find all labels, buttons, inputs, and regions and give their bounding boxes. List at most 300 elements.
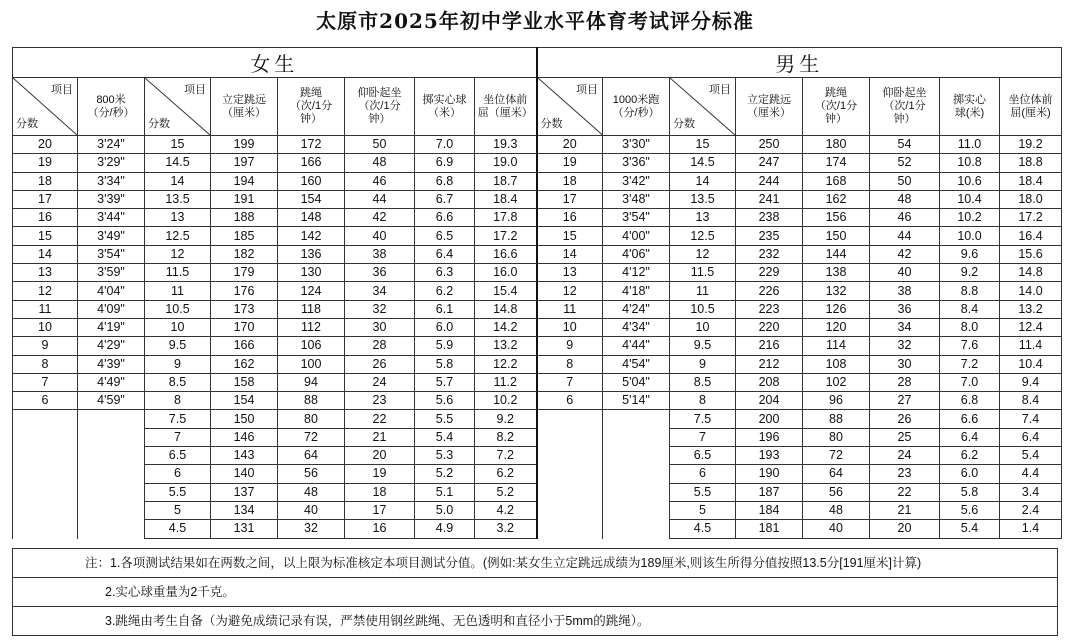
empty-cell <box>603 465 670 483</box>
female-situp-cell: 23 <box>345 392 415 410</box>
male-shot-ball-cell: 7.2 <box>940 355 1000 373</box>
female-long-jump-cell: 140 <box>211 465 278 483</box>
male-sit-reach-header: 坐位体前 屈(厘米) <box>1000 78 1062 136</box>
male-long-jump-cell: 181 <box>736 520 803 538</box>
male-sit-reach-cell: 4.4 <box>1000 465 1062 483</box>
female-rope-skip-cell: 118 <box>278 300 345 318</box>
male-sit-reach-cell: 19.2 <box>1000 136 1062 154</box>
male-situp-cell: 28 <box>870 373 940 391</box>
male-shot-ball-cell: 6.0 <box>940 465 1000 483</box>
female-long-jump-cell: 179 <box>211 264 278 282</box>
female-long-jump-cell: 158 <box>211 373 278 391</box>
female-score-cell: 10 <box>145 318 211 336</box>
male-rope-skip-cell: 88 <box>803 410 870 428</box>
female-situp-cell: 34 <box>345 282 415 300</box>
male-sit-reach-cell: 6.4 <box>1000 428 1062 446</box>
female-run-score-cell: 19 <box>13 154 78 172</box>
male-rope-skip-cell: 114 <box>803 337 870 355</box>
notes-block <box>12 548 1058 636</box>
male-shot-ball-cell: 10.4 <box>940 190 1000 208</box>
male-situp-cell: 25 <box>870 428 940 446</box>
female-shot-ball-cell: 6.1 <box>415 300 475 318</box>
male-long-jump-header: 立定跳远 （厘米） <box>736 78 803 136</box>
male-rope-skip-cell: 168 <box>803 172 870 190</box>
male-rope-skip-cell: 96 <box>803 392 870 410</box>
female-situp-cell: 16 <box>345 520 415 538</box>
male-rope-skip-cell: 156 <box>803 209 870 227</box>
female-rope-skip-cell: 166 <box>278 154 345 172</box>
male-run-time-cell: 4'12" <box>603 264 670 282</box>
male-sit-reach-cell: 18.0 <box>1000 190 1062 208</box>
female-score-cell: 11.5 <box>145 264 211 282</box>
male-shot-ball-cell: 9.6 <box>940 245 1000 263</box>
female-run-time-cell: 4'04" <box>78 282 145 300</box>
empty-cell <box>13 410 78 428</box>
male-sit-reach-cell: 12.4 <box>1000 318 1062 336</box>
male-shot-ball-cell: 10.8 <box>940 154 1000 172</box>
male-long-jump-cell: 184 <box>736 501 803 519</box>
male-run-score-cell: 16 <box>537 209 603 227</box>
male-shot-ball-cell: 11.0 <box>940 136 1000 154</box>
male-long-jump-cell: 226 <box>736 282 803 300</box>
female-situp-cell: 46 <box>345 172 415 190</box>
male-score-cell: 14 <box>670 172 736 190</box>
female-run-time-cell: 4'29" <box>78 337 145 355</box>
male-sit-reach-cell: 1.4 <box>1000 520 1062 538</box>
empty-cell <box>537 428 603 446</box>
male-sit-reach-cell: 10.4 <box>1000 355 1062 373</box>
female-sit-reach-cell: 17.2 <box>475 227 537 245</box>
female-run-score-cell: 16 <box>13 209 78 227</box>
table-row <box>13 501 1062 519</box>
female-shot-ball-cell: 6.7 <box>415 190 475 208</box>
female-situp-cell: 19 <box>345 465 415 483</box>
header-item-label: 项目 <box>576 84 598 96</box>
female-situp-cell: 30 <box>345 318 415 336</box>
empty-cell <box>78 447 145 465</box>
male-run-time-cell: 4'18" <box>603 282 670 300</box>
empty-cell <box>537 447 603 465</box>
female-rope-skip-cell: 142 <box>278 227 345 245</box>
male-situp-cell: 54 <box>870 136 940 154</box>
female-score-cell: 11 <box>145 282 211 300</box>
female-sit-reach-cell: 16.0 <box>475 264 537 282</box>
female-situp-cell: 26 <box>345 355 415 373</box>
male-run-score-cell: 13 <box>537 264 603 282</box>
female-sit-reach-cell: 8.2 <box>475 428 537 446</box>
male-run-score-cell: 15 <box>537 227 603 245</box>
female-long-jump-cell: 173 <box>211 300 278 318</box>
male-run-score-cell: 18 <box>537 172 603 190</box>
female-rope-skip-cell: 64 <box>278 447 345 465</box>
female-rope-skip-cell: 154 <box>278 190 345 208</box>
female-situp-cell: 17 <box>345 501 415 519</box>
header-item-label: 项目 <box>51 84 73 96</box>
male-shot-ball-cell: 8.0 <box>940 318 1000 336</box>
male-sit-reach-cell: 2.4 <box>1000 501 1062 519</box>
male-run-score-cell: 19 <box>537 154 603 172</box>
male-long-jump-cell: 196 <box>736 428 803 446</box>
female-long-jump-header: 立定跳远 （厘米） <box>211 78 278 136</box>
empty-cell <box>78 520 145 538</box>
female-long-jump-cell: 166 <box>211 337 278 355</box>
empty-cell <box>603 520 670 538</box>
female-situp-cell: 40 <box>345 227 415 245</box>
male-situp-cell: 21 <box>870 501 940 519</box>
male-situp-cell: 32 <box>870 337 940 355</box>
female-run-time-cell: 3'59" <box>78 264 145 282</box>
female-long-jump-cell: 170 <box>211 318 278 336</box>
female-sit-reach-cell: 19.3 <box>475 136 537 154</box>
male-long-jump-cell: 193 <box>736 447 803 465</box>
empty-cell <box>603 447 670 465</box>
male-run-time-cell: 3'30" <box>603 136 670 154</box>
empty-cell <box>78 410 145 428</box>
male-run-time-cell: 3'42" <box>603 172 670 190</box>
female-run-time-cell: 4'39" <box>78 355 145 373</box>
male-situp-cell: 22 <box>870 483 940 501</box>
female-run-time-cell: 4'09" <box>78 300 145 318</box>
male-score-cell: 13.5 <box>670 190 736 208</box>
female-score-cell: 14.5 <box>145 154 211 172</box>
male-score-cell: 10 <box>670 318 736 336</box>
female-situp-cell: 38 <box>345 245 415 263</box>
male-situp-cell: 44 <box>870 227 940 245</box>
female-long-jump-cell: 199 <box>211 136 278 154</box>
male-situp-cell: 27 <box>870 392 940 410</box>
male-rope-skip-cell: 72 <box>803 447 870 465</box>
male-run-time-cell: 4'24" <box>603 300 670 318</box>
female-rope-skip-cell: 40 <box>278 501 345 519</box>
male-shot-ball-cell: 7.6 <box>940 337 1000 355</box>
female-run-time-cell: 4'49" <box>78 373 145 391</box>
male-long-jump-cell: 238 <box>736 209 803 227</box>
male-long-jump-cell: 232 <box>736 245 803 263</box>
table-row <box>13 392 1062 410</box>
male-run-score-cell: 12 <box>537 282 603 300</box>
female-score-cell: 12 <box>145 245 211 263</box>
male-sit-reach-cell: 14.0 <box>1000 282 1062 300</box>
male-run-score-cell: 20 <box>537 136 603 154</box>
male-run-time-cell: 5'14" <box>603 392 670 410</box>
female-rope-skip-cell: 160 <box>278 172 345 190</box>
male-sit-reach-cell: 14.8 <box>1000 264 1062 282</box>
female-sit-reach-cell: 18.7 <box>475 172 537 190</box>
male-situp-cell: 50 <box>870 172 940 190</box>
female-situp-cell: 44 <box>345 190 415 208</box>
female-score-cell: 7 <box>145 428 211 446</box>
male-rope-skip-cell: 144 <box>803 245 870 263</box>
male-sit-reach-cell: 18.4 <box>1000 172 1062 190</box>
female-sit-reach-cell: 19.0 <box>475 154 537 172</box>
female-score-cell: 10.5 <box>145 300 211 318</box>
table-row <box>13 282 1062 300</box>
female-shot-ball-cell: 5.2 <box>415 465 475 483</box>
female-run-time-cell: 3'24" <box>78 136 145 154</box>
male-shot-ball-cell: 7.0 <box>940 373 1000 391</box>
table-row <box>13 154 1062 172</box>
female-shot-ball-cell: 5.3 <box>415 447 475 465</box>
male-score-cell: 7.5 <box>670 410 736 428</box>
male-rope-skip-cell: 162 <box>803 190 870 208</box>
male-long-jump-cell: 244 <box>736 172 803 190</box>
female-score-cell: 15 <box>145 136 211 154</box>
female-shot-ball-cell: 5.1 <box>415 483 475 501</box>
female-sit-reach-cell: 7.2 <box>475 447 537 465</box>
female-situp-cell: 22 <box>345 410 415 428</box>
male-run-time-cell: 5'04" <box>603 373 670 391</box>
female-score-cell: 6 <box>145 465 211 483</box>
male-rope-skip-cell: 180 <box>803 136 870 154</box>
male-run-diagonal-header <box>537 78 603 136</box>
male-situp-cell: 46 <box>870 209 940 227</box>
female-long-jump-cell: 185 <box>211 227 278 245</box>
male-rope-skip-cell: 174 <box>803 154 870 172</box>
male-score-cell: 9.5 <box>670 337 736 355</box>
female-situp-cell: 28 <box>345 337 415 355</box>
male-situp-cell: 23 <box>870 465 940 483</box>
empty-cell <box>603 501 670 519</box>
male-rope-skip-cell: 132 <box>803 282 870 300</box>
male-run-time-cell: 4'44" <box>603 337 670 355</box>
female-shot-ball-cell: 5.9 <box>415 337 475 355</box>
male-score-cell: 10.5 <box>670 300 736 318</box>
male-long-jump-cell: 212 <box>736 355 803 373</box>
male-run-time-cell: 3'36" <box>603 154 670 172</box>
male-situp-cell: 40 <box>870 264 940 282</box>
female-score-cell: 9.5 <box>145 337 211 355</box>
empty-cell <box>603 483 670 501</box>
female-situp-cell: 48 <box>345 154 415 172</box>
table-row <box>13 318 1062 336</box>
male-shot-ball-cell: 6.2 <box>940 447 1000 465</box>
female-rope-skip-cell: 100 <box>278 355 345 373</box>
female-rope-skip-cell: 130 <box>278 264 345 282</box>
male-shot-ball-cell: 10.2 <box>940 209 1000 227</box>
female-long-jump-cell: 131 <box>211 520 278 538</box>
female-shot-ball-cell: 6.4 <box>415 245 475 263</box>
male-run-time-cell: 4'00" <box>603 227 670 245</box>
male-sit-reach-cell: 11.4 <box>1000 337 1062 355</box>
male-run-score-cell: 9 <box>537 337 603 355</box>
female-run-time-cell: 3'54" <box>78 245 145 263</box>
female-run-diagonal-header <box>13 78 78 136</box>
female-long-jump-cell: 188 <box>211 209 278 227</box>
male-run-time-cell: 4'54" <box>603 355 670 373</box>
male-shot-ball-cell: 6.8 <box>940 392 1000 410</box>
female-score-cell: 13.5 <box>145 190 211 208</box>
empty-cell <box>13 428 78 446</box>
female-rope-skip-cell: 94 <box>278 373 345 391</box>
female-sit-reach-cell: 6.2 <box>475 465 537 483</box>
female-sit-reach-header: 坐位体前 屈（厘米） <box>475 78 537 136</box>
female-run-score-cell: 12 <box>13 282 78 300</box>
male-long-jump-cell: 204 <box>736 392 803 410</box>
female-sit-reach-cell: 14.8 <box>475 300 537 318</box>
male-situp-cell: 38 <box>870 282 940 300</box>
male-situp-cell: 26 <box>870 410 940 428</box>
female-shot-ball-cell: 5.0 <box>415 501 475 519</box>
female-shot-ball-cell: 5.6 <box>415 392 475 410</box>
female-run-time-cell: 4'59" <box>78 392 145 410</box>
male-shot-ball-cell: 9.2 <box>940 264 1000 282</box>
female-run-score-cell: 17 <box>13 190 78 208</box>
male-run-score-cell: 11 <box>537 300 603 318</box>
male-score-cell: 9 <box>670 355 736 373</box>
male-shot-ball-header: 掷实心 球(米) <box>940 78 1000 136</box>
note-line: 2.实心球重量为2千克。 <box>13 577 1057 606</box>
female-rope-skip-header: 跳绳 （次/1分 钟） <box>278 78 345 136</box>
male-long-jump-cell: 223 <box>736 300 803 318</box>
header-score-label: 分数 <box>148 118 170 130</box>
empty-cell <box>603 410 670 428</box>
female-situp-cell: 24 <box>345 373 415 391</box>
male-score-cell: 13 <box>670 209 736 227</box>
female-situp-header: 仰卧起坐 （次/1分 钟） <box>345 78 415 136</box>
female-sit-reach-cell: 5.2 <box>475 483 537 501</box>
female-run-score-cell: 18 <box>13 172 78 190</box>
header-item-label: 项目 <box>709 84 731 96</box>
male-score-cell: 6.5 <box>670 447 736 465</box>
male-score-cell: 4.5 <box>670 520 736 538</box>
male-long-jump-cell: 250 <box>736 136 803 154</box>
table-row <box>13 172 1062 190</box>
table-row <box>13 355 1062 373</box>
table-row <box>13 209 1062 227</box>
male-field-diagonal-header <box>670 78 736 136</box>
score-table <box>12 47 1062 539</box>
female-score-cell: 12.5 <box>145 227 211 245</box>
male-rope-skip-cell: 80 <box>803 428 870 446</box>
empty-cell <box>537 520 603 538</box>
empty-cell <box>13 465 78 483</box>
female-rope-skip-cell: 88 <box>278 392 345 410</box>
male-shot-ball-cell: 5.4 <box>940 520 1000 538</box>
empty-cell <box>537 501 603 519</box>
female-rope-skip-cell: 112 <box>278 318 345 336</box>
empty-cell <box>603 428 670 446</box>
female-shot-ball-cell: 5.7 <box>415 373 475 391</box>
male-long-jump-cell: 187 <box>736 483 803 501</box>
male-score-cell: 5.5 <box>670 483 736 501</box>
male-rope-skip-cell: 102 <box>803 373 870 391</box>
male-run-time-cell: 4'34" <box>603 318 670 336</box>
table-row <box>13 300 1062 318</box>
male-long-jump-cell: 190 <box>736 465 803 483</box>
table-row <box>13 447 1062 465</box>
female-long-jump-cell: 143 <box>211 447 278 465</box>
female-shot-ball-cell: 6.5 <box>415 227 475 245</box>
female-score-cell: 14 <box>145 172 211 190</box>
female-field-diagonal-header <box>145 78 211 136</box>
male-sit-reach-cell: 16.4 <box>1000 227 1062 245</box>
female-situp-cell: 18 <box>345 483 415 501</box>
female-score-cell: 8.5 <box>145 373 211 391</box>
table-row <box>13 264 1062 282</box>
male-rope-skip-cell: 48 <box>803 501 870 519</box>
female-rope-skip-cell: 136 <box>278 245 345 263</box>
male-score-cell: 8 <box>670 392 736 410</box>
female-long-jump-cell: 154 <box>211 392 278 410</box>
male-situp-header: 仰卧起坐 （次/1分 钟） <box>870 78 940 136</box>
female-rope-skip-cell: 32 <box>278 520 345 538</box>
male-sit-reach-cell: 8.4 <box>1000 392 1062 410</box>
male-score-cell: 8.5 <box>670 373 736 391</box>
female-situp-cell: 32 <box>345 300 415 318</box>
male-shot-ball-cell: 5.8 <box>940 483 1000 501</box>
male-shot-ball-cell: 8.8 <box>940 282 1000 300</box>
female-run-time-cell: 3'29" <box>78 154 145 172</box>
male-rope-skip-cell: 150 <box>803 227 870 245</box>
male-shot-ball-cell: 5.6 <box>940 501 1000 519</box>
female-shot-ball-header: 掷实心球 （米） <box>415 78 475 136</box>
female-run-score-cell: 9 <box>13 337 78 355</box>
male-sit-reach-cell: 15.6 <box>1000 245 1062 263</box>
female-long-jump-cell: 162 <box>211 355 278 373</box>
female-rope-skip-cell: 48 <box>278 483 345 501</box>
male-long-jump-cell: 241 <box>736 190 803 208</box>
header-score-label: 分数 <box>673 118 695 130</box>
female-run-score-cell: 20 <box>13 136 78 154</box>
female-score-cell: 9 <box>145 355 211 373</box>
female-rope-skip-cell: 172 <box>278 136 345 154</box>
female-rope-skip-cell: 72 <box>278 428 345 446</box>
male-situp-cell: 48 <box>870 190 940 208</box>
male-situp-cell: 36 <box>870 300 940 318</box>
female-run-score-cell: 11 <box>13 300 78 318</box>
male-shot-ball-cell: 6.6 <box>940 410 1000 428</box>
female-situp-cell: 20 <box>345 447 415 465</box>
female-shot-ball-cell: 7.0 <box>415 136 475 154</box>
header-item-label: 项目 <box>184 84 206 96</box>
male-sit-reach-cell: 13.2 <box>1000 300 1062 318</box>
male-long-jump-cell: 229 <box>736 264 803 282</box>
female-run-score-cell: 14 <box>13 245 78 263</box>
male-run-time-cell: 3'48" <box>603 190 670 208</box>
female-long-jump-cell: 182 <box>211 245 278 263</box>
empty-cell <box>78 465 145 483</box>
female-run-score-cell: 10 <box>13 318 78 336</box>
female-shot-ball-cell: 5.5 <box>415 410 475 428</box>
female-sit-reach-cell: 11.2 <box>475 373 537 391</box>
female-sit-reach-cell: 13.2 <box>475 337 537 355</box>
table-row <box>13 428 1062 446</box>
empty-cell <box>13 501 78 519</box>
female-score-cell: 13 <box>145 209 211 227</box>
male-sit-reach-cell: 3.4 <box>1000 483 1062 501</box>
male-run-time-cell: 3'54" <box>603 209 670 227</box>
female-sit-reach-cell: 16.6 <box>475 245 537 263</box>
female-run-time-cell: 3'34" <box>78 172 145 190</box>
female-long-jump-cell: 194 <box>211 172 278 190</box>
female-run-score-cell: 8 <box>13 355 78 373</box>
table-row <box>13 245 1062 263</box>
male-rope-skip-cell: 120 <box>803 318 870 336</box>
male-shot-ball-cell: 10.0 <box>940 227 1000 245</box>
male-situp-cell: 34 <box>870 318 940 336</box>
empty-cell <box>78 501 145 519</box>
male-rope-skip-cell: 126 <box>803 300 870 318</box>
male-sit-reach-cell: 5.4 <box>1000 447 1062 465</box>
female-sit-reach-cell: 12.2 <box>475 355 537 373</box>
female-sit-reach-cell: 14.2 <box>475 318 537 336</box>
female-long-jump-cell: 176 <box>211 282 278 300</box>
male-score-cell: 15 <box>670 136 736 154</box>
table-row <box>13 483 1062 501</box>
table-row <box>13 337 1062 355</box>
table-row <box>13 373 1062 391</box>
female-rope-skip-cell: 148 <box>278 209 345 227</box>
